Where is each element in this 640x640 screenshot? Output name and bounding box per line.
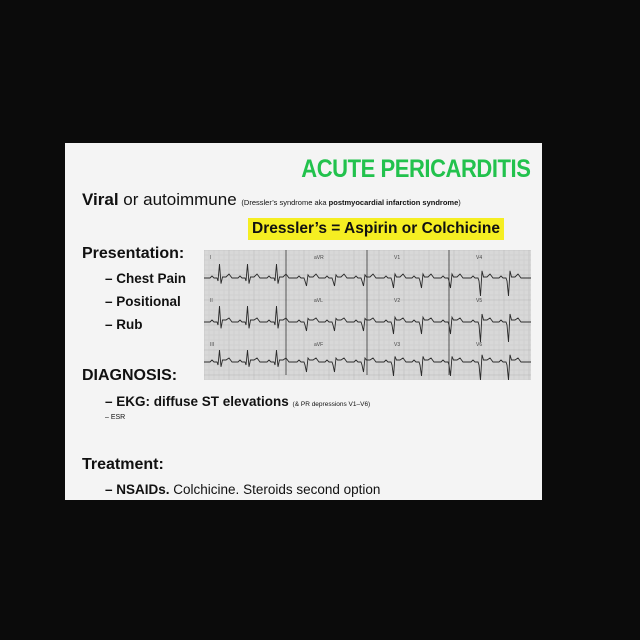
paren-suffix: ) [458, 198, 461, 207]
paren-bold: postmyocardial infarction syndrome [328, 198, 459, 207]
ekg-note: (& PR depressions V1–V6) [292, 401, 371, 408]
treatment-nsaids: – NSAIDs. [105, 482, 170, 497]
ekg-lead-label: I [210, 255, 212, 261]
presentation-item-chest-pain: – Chest Pain [105, 271, 187, 286]
ekg-lead-label: V1 [394, 255, 401, 261]
etiology-paren [241, 198, 460, 207]
etiology-or-autoimmune: or autoimmune [118, 190, 242, 209]
etiology-viral: Viral [82, 190, 119, 209]
etiology-line [82, 190, 461, 210]
ekg-waveform-row [204, 306, 531, 342]
diagnosis-esr: – ESR [105, 414, 126, 421]
diagnosis-ekg [105, 394, 370, 409]
diagnosis-heading: DIAGNOSIS: [82, 367, 178, 384]
paren-prefix: (Dressler’s syndrome aka [241, 198, 329, 207]
ekg-tracing [204, 250, 531, 380]
dressler-highlight: Dressler’s = Aspirin or Colchicine [248, 218, 504, 240]
treatment-rest: Colchicine. Steroids second option [169, 482, 381, 497]
ekg-lead-label: II [210, 298, 213, 304]
ekg-lead-label: V5 [476, 298, 483, 304]
ekg-lead-label: aVF [314, 342, 324, 348]
treatment-line [105, 482, 380, 497]
slide-title: ACUTE PERICARDITIS [300, 155, 530, 183]
ekg-lead-label: III [210, 342, 215, 348]
ekg-lead-label: aVL [314, 298, 323, 304]
ekg-lead-label: aVR [314, 255, 324, 261]
ekg-lead-label: V4 [476, 255, 483, 261]
ekg-image [204, 250, 531, 380]
slide [65, 143, 542, 500]
treatment-heading: Treatment: [82, 456, 164, 473]
ekg-label: – EKG: diffuse ST elevations [105, 394, 293, 409]
presentation-item-rub: – Rub [105, 317, 143, 332]
presentation-item-positional: – Positional [105, 294, 181, 309]
presentation-heading: Presentation: [82, 245, 185, 262]
ekg-lead-label: V3 [394, 342, 401, 348]
ekg-lead-label: V6 [476, 342, 483, 348]
ekg-lead-label: V2 [394, 298, 401, 304]
